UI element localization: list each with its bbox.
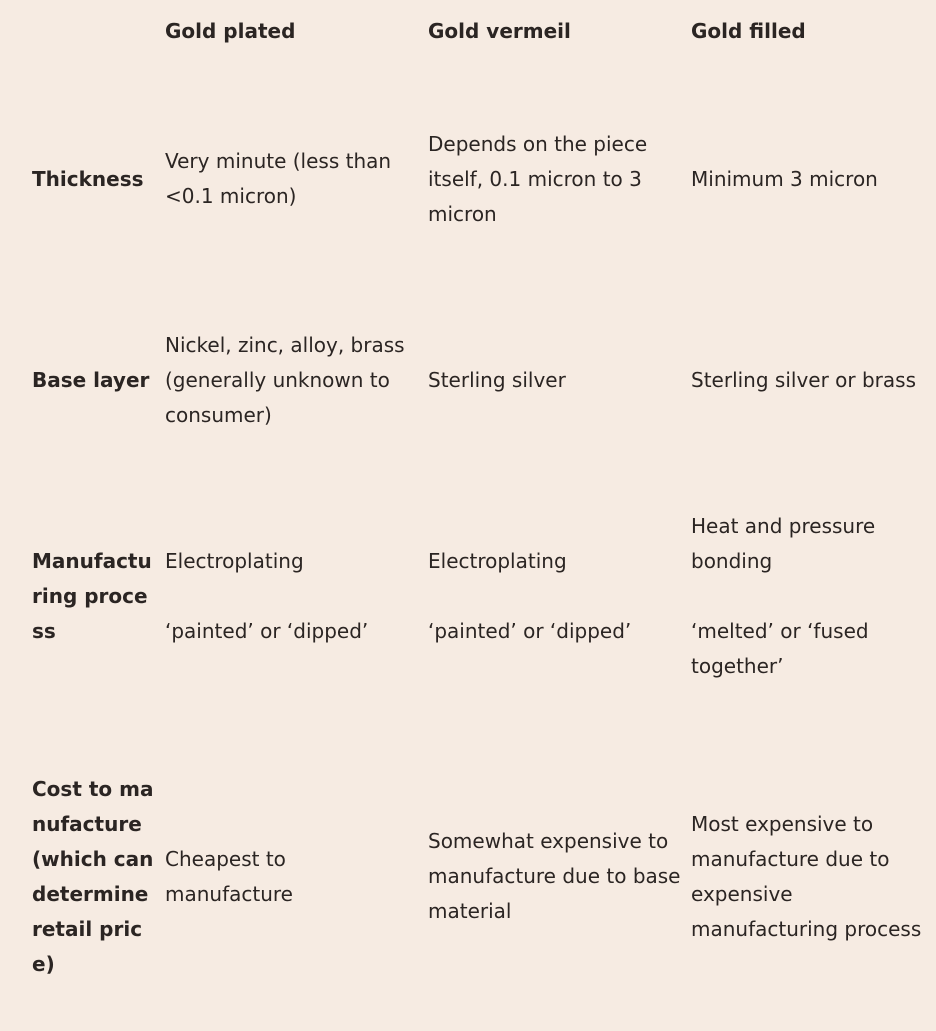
cell-spacer <box>691 579 928 614</box>
cell-text-method: Heat and pressure bonding <box>691 513 876 573</box>
cell-spacer <box>165 579 418 614</box>
row-label-cost-to-manufacture: Cost to manufacture (which can determine retail price) <box>32 776 154 976</box>
cell-text-description: ‘melted’ or ‘fused together’ <box>691 618 869 678</box>
cell-thickness-gold-vermeil: Depends on the piece itself, 0.1 micron to 3 micron <box>428 131 648 226</box>
cell-manufacturing-gold-plated <box>164 466 428 726</box>
cell-base-layer-gold-filled: Sterling silver or brass <box>691 367 916 392</box>
row-label-base-layer: Base layer <box>32 367 150 392</box>
cell-thickness-gold-plated: Very minute (less than <0.1 micron) <box>165 149 392 208</box>
cell-text-description: ‘painted’ or ‘dipped’ <box>165 618 369 643</box>
row-label-manufacturing-process: Manufacturing process <box>32 548 152 643</box>
cell-base-layer-gold-plated: Nickel, zinc, alloy, brass (generally unknown to consumer) <box>165 332 405 427</box>
cell-thickness-gold-filled: Minimum 3 micron <box>691 166 878 191</box>
cell-spacer <box>428 579 681 614</box>
cell-cost-gold-vermeil: Somewhat expensive to manufacture due to base material <box>428 829 681 923</box>
cell-manufacturing-gold-vermeil <box>428 466 691 726</box>
header-gold-plated: Gold plated <box>165 19 296 43</box>
cell-cost-gold-filled: Most expensive to manufacture due to expensive manufacturing process <box>691 811 922 941</box>
header-corner <box>0 0 164 64</box>
header-gold-vermeil: Gold vermeil <box>428 19 571 43</box>
cell-manufacturing-gold-filled <box>691 466 936 726</box>
header-row <box>0 0 936 64</box>
table-header <box>0 0 936 64</box>
cell-base-layer-gold-vermeil: Sterling silver <box>428 367 566 392</box>
table-row-cost-to-manufacture <box>0 726 936 1027</box>
row-label-thickness: Thickness <box>32 166 144 191</box>
cell-cost-gold-plated: Cheapest to manufacture <box>165 846 293 906</box>
cell-text-description: ‘painted’ or ‘dipped’ <box>428 618 632 643</box>
table-row-thickness <box>0 64 936 294</box>
cell-text-method: Electroplating <box>428 548 567 573</box>
header-gold-filled: Gold filled <box>691 19 806 43</box>
table-row-manufacturing-process <box>0 466 936 726</box>
cell-text-method: Electroplating <box>165 548 304 573</box>
table-row-base-layer <box>0 294 936 466</box>
table-body <box>0 64 936 1027</box>
